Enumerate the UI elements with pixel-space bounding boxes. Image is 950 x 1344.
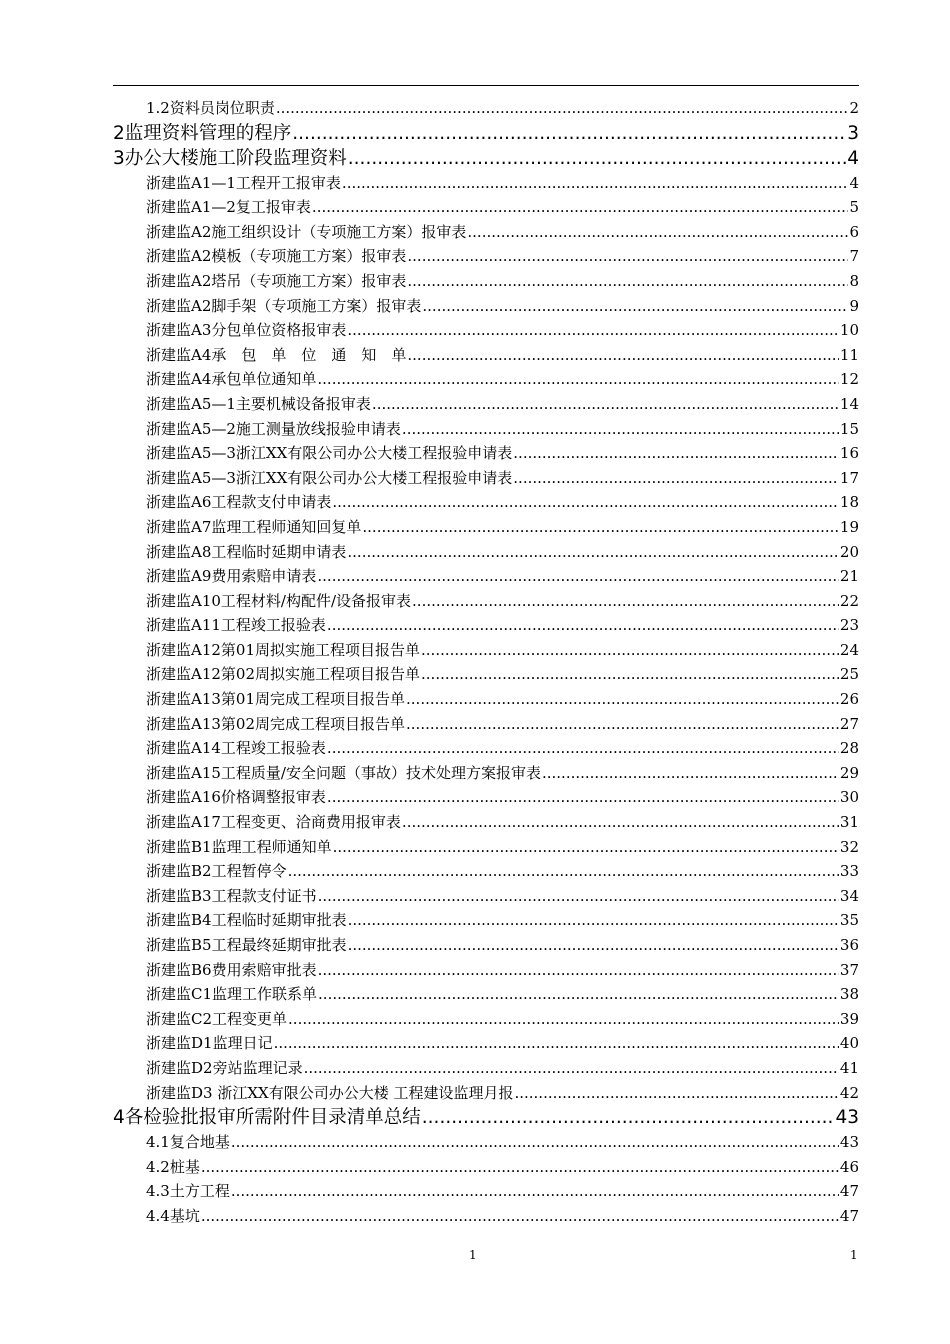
toc-dot-leader (317, 564, 839, 589)
toc-page-number: 9 (849, 296, 859, 315)
toc-page-number: 42 (839, 1083, 859, 1102)
footer-page-number-right: 1 (850, 1248, 858, 1262)
toc-page-number: 46 (839, 1157, 859, 1176)
toc-dot-leader (348, 146, 846, 171)
toc-page-number: 38 (839, 985, 859, 1004)
toc-entry-title: 浙建监A5—3浙江XX有限公司办公大楼工程报验申请表 (146, 468, 513, 487)
toc-page-number: 34 (839, 886, 859, 905)
toc-page-number: 47 (839, 1182, 859, 1201)
toc-page-number: 2 (849, 99, 859, 117)
toc-page-number: 15 (839, 419, 859, 438)
toc-chapter-entry[interactable] (113, 121, 859, 146)
toc-entry-title: 4.2桩基 (146, 1157, 200, 1176)
toc-chapter-number: 3 (113, 147, 125, 169)
toc-page-number: 5 (849, 198, 859, 217)
toc-dot-leader (542, 761, 839, 786)
toc-dot-leader (347, 318, 839, 343)
toc-entry-title: 浙建监A2脚手架（专项施工方案）报审表 (146, 296, 422, 315)
toc-entry[interactable] (113, 294, 859, 319)
toc-entry[interactable] (113, 638, 859, 663)
toc-page-number: 30 (839, 788, 859, 807)
toc-entry-title: 浙建监A6工程款支付申请表 (146, 493, 332, 512)
toc-entry-title: 浙建监A11工程竣工报验表 (146, 616, 326, 635)
toc-entry-title: 浙建监A17工程变更、洽商费用报审表 (146, 813, 401, 832)
toc-entry[interactable] (113, 589, 859, 614)
toc-page-number: 22 (839, 591, 859, 610)
toc-entry[interactable] (113, 908, 859, 933)
toc-page-number: 23 (839, 616, 859, 635)
toc-entry[interactable] (113, 662, 859, 687)
toc-dot-leader (276, 96, 849, 121)
toc-page-number: 4 (849, 173, 859, 192)
toc-dot-leader (348, 908, 839, 933)
toc-entry-title: 浙建监A3分包单位资格报审表 (146, 321, 347, 340)
table-of-contents (113, 96, 859, 1229)
toc-entry-title: 浙建监A15工程质量/安全问题（事故）技术处理方案报审表 (146, 763, 541, 782)
toc-page-number: 39 (839, 1009, 859, 1028)
toc-entry[interactable] (113, 540, 859, 565)
toc-dot-leader (402, 810, 839, 835)
toc-page-number: 25 (839, 665, 859, 684)
toc-entry[interactable] (113, 1007, 859, 1032)
toc-dot-leader (231, 1179, 839, 1204)
toc-page-number: 41 (839, 1058, 859, 1077)
toc-page-number: 29 (839, 763, 859, 782)
toc-entry-title: 浙建监A2模板（专项施工方案）报审表 (146, 247, 407, 266)
toc-entry[interactable] (113, 884, 859, 909)
toc-dot-leader (288, 1007, 839, 1032)
toc-entry[interactable] (113, 1031, 859, 1056)
toc-entry[interactable] (113, 785, 859, 810)
toc-entry-title: 浙建监A10工程材料/构配件/设备报审表 (146, 591, 412, 610)
toc-entry[interactable] (113, 933, 859, 958)
toc-dot-leader (318, 884, 839, 909)
toc-page-number: 24 (839, 640, 859, 659)
toc-entry[interactable] (113, 1130, 859, 1155)
toc-entry[interactable] (113, 96, 859, 121)
toc-dot-leader (406, 687, 839, 712)
toc-entry[interactable] (113, 195, 859, 220)
toc-entry-title: 浙建监D3 浙江XX有限公司办公大楼 工程建设监理月报 (146, 1083, 514, 1102)
toc-entry-title: 浙建监A4承 包 单 位 通 知 单 (146, 345, 407, 364)
toc-entry[interactable] (113, 269, 859, 294)
toc-page-number: 8 (849, 271, 859, 290)
footer-page-number-center: 1 (469, 1248, 477, 1262)
toc-page-number: 7 (849, 247, 859, 266)
toc-dot-leader (201, 1204, 839, 1229)
toc-dot-leader (407, 244, 848, 269)
toc-entry-title: 浙建监A4承包单位通知单 (146, 370, 317, 389)
toc-entry-title: 浙建监B2工程暂停令 (146, 862, 287, 881)
toc-entry[interactable] (113, 343, 859, 368)
toc-entry[interactable] (113, 835, 859, 860)
toc-page-number: 10 (839, 321, 859, 340)
toc-dot-leader (318, 958, 839, 983)
toc-entry[interactable] (113, 1155, 859, 1180)
toc-page-number: 19 (839, 517, 859, 536)
toc-dot-leader (327, 736, 839, 761)
toc-entry-title: 4.3土方工程 (146, 1182, 230, 1201)
toc-dot-leader (288, 859, 839, 884)
toc-dot-leader (372, 392, 839, 417)
toc-page-number: 47 (839, 1206, 859, 1225)
toc-entry[interactable] (113, 1081, 859, 1106)
toc-entry-title: 浙建监A16价格调整报审表 (146, 788, 326, 807)
toc-dot-leader (422, 294, 848, 319)
toc-dot-leader (292, 121, 846, 146)
toc-entry-title: 浙建监B1监理工程师通知单 (146, 837, 332, 856)
toc-page-number: 12 (839, 370, 859, 389)
toc-entry-title: 浙建监A1—1工程开工报审表 (146, 173, 341, 192)
toc-entry-title: 浙建监A12第02周拟实施工程项目报告单 (146, 665, 421, 684)
toc-entry[interactable] (113, 712, 859, 737)
toc-page-number: 11 (839, 345, 859, 364)
toc-entry[interactable] (113, 490, 859, 515)
toc-dot-leader (327, 613, 839, 638)
toc-entry-title: 各检验批报审所需附件目录清单总结 (124, 1107, 421, 1129)
toc-entry-title: 浙建监A8工程临时延期申请表 (146, 542, 347, 561)
toc-entry-title: 浙建监C1监理工作联系单 (146, 985, 318, 1004)
toc-entry-title: 监理资料管理的程序 (124, 122, 292, 144)
toc-entry-title: 浙建监A14工程竣工报验表 (146, 739, 326, 758)
toc-entry[interactable] (113, 244, 859, 269)
toc-entry-title: 4.4基坑 (146, 1206, 200, 1225)
toc-entry[interactable] (113, 367, 859, 392)
toc-entry[interactable] (113, 466, 859, 491)
toc-entry-title: 浙建监A13第02周完成工程项目报告单 (146, 714, 406, 733)
toc-page-number: 43 (839, 1133, 859, 1152)
toc-dot-leader (412, 589, 839, 614)
toc-entry-title: 浙建监A5—3浙江XX有限公司办公大楼工程报验申请表 (146, 444, 513, 463)
toc-dot-leader (513, 466, 839, 491)
toc-entry[interactable] (113, 1204, 859, 1229)
toc-entry-title: 浙建监D2旁站监理记录 (146, 1058, 303, 1077)
toc-page-number: 17 (839, 468, 859, 487)
toc-entry-title: 浙建监B5工程最终延期审批表 (146, 936, 347, 954)
toc-dot-leader (513, 441, 839, 466)
toc-page-number: 28 (839, 739, 859, 758)
toc-dot-leader (402, 417, 839, 442)
toc-dot-leader (317, 367, 839, 392)
toc-page-number: 40 (839, 1034, 859, 1053)
toc-page-number: 20 (839, 542, 859, 561)
header-rule (113, 85, 859, 86)
toc-entry[interactable] (113, 392, 859, 417)
toc-entry[interactable] (113, 810, 859, 835)
toc-entry-title: 浙建监A12第01周拟实施工程项目报告单 (146, 640, 421, 659)
toc-entry[interactable] (113, 761, 859, 786)
toc-page-number: 32 (839, 837, 859, 856)
toc-dot-leader (318, 982, 839, 1007)
toc-page-number: 36 (839, 936, 859, 954)
toc-chapter-entry[interactable] (113, 1105, 859, 1130)
toc-entry-title: 浙建监B3工程款支付证书 (146, 886, 317, 905)
toc-entry[interactable] (113, 982, 859, 1007)
toc-entry-title: 浙建监B4工程临时延期审批表 (146, 911, 347, 930)
toc-page-number: 31 (839, 813, 859, 832)
toc-entry[interactable] (113, 564, 859, 589)
toc-page-number: 26 (839, 690, 859, 709)
toc-entry[interactable] (113, 515, 859, 540)
toc-dot-leader (422, 1105, 835, 1130)
toc-page-number: 21 (839, 567, 859, 586)
toc-entry[interactable] (113, 1179, 859, 1204)
toc-entry-title: 浙建监C2工程变更单 (146, 1009, 288, 1028)
toc-page-number: 3 (847, 122, 859, 144)
toc-page-number: 43 (835, 1107, 859, 1129)
toc-dot-leader (201, 1155, 839, 1180)
toc-entry[interactable] (113, 859, 859, 884)
toc-entry-title: 4.1复合地基 (146, 1133, 230, 1152)
toc-entry-title: 浙建监A2施工组织设计（专项施工方案）报审表 (146, 222, 467, 241)
toc-dot-leader (362, 515, 839, 540)
toc-entry[interactable] (113, 736, 859, 761)
toc-entry-title: 1.2资料员岗位职责 (146, 99, 275, 117)
toc-entry[interactable] (113, 687, 859, 712)
toc-dot-leader (312, 195, 849, 220)
toc-entry-title: 浙建监A7监理工程师通知回复单 (146, 517, 362, 536)
toc-dot-leader (342, 171, 849, 196)
toc-chapter-number: 4 (113, 1107, 125, 1129)
toc-entry[interactable] (113, 171, 859, 196)
toc-entry-title: 浙建监D1监理日记 (146, 1034, 273, 1053)
toc-dot-leader (407, 269, 848, 294)
toc-page-number: 35 (839, 911, 859, 930)
toc-dot-leader (406, 712, 839, 737)
toc-dot-leader (421, 662, 839, 687)
toc-entry-title: 浙建监A5—1主要机械设备报审表 (146, 394, 371, 413)
toc-page-number: 37 (839, 960, 859, 979)
toc-dot-leader (514, 1081, 838, 1106)
toc-entry[interactable] (113, 441, 859, 466)
toc-entry[interactable] (113, 958, 859, 983)
toc-chapter-entry[interactable] (113, 146, 859, 171)
toc-entry-title: 浙建监A5—2施工测量放线报验申请表 (146, 419, 401, 438)
toc-dot-leader (407, 343, 839, 368)
toc-entry-title: 办公大楼施工阶段监理资料 (124, 147, 347, 169)
toc-dot-leader (348, 933, 839, 958)
toc-dot-leader (467, 220, 848, 245)
toc-entry[interactable] (113, 220, 859, 245)
toc-dot-leader (333, 835, 839, 860)
toc-page-number: 6 (849, 222, 859, 241)
toc-entry[interactable] (113, 318, 859, 343)
toc-entry-title: 浙建监A2塔吊（专项施工方案）报审表 (146, 271, 407, 290)
toc-entry[interactable] (113, 613, 859, 638)
toc-dot-leader (274, 1031, 839, 1056)
toc-chapter-number: 2 (113, 122, 125, 144)
toc-page-number: 33 (839, 862, 859, 881)
toc-entry[interactable] (113, 417, 859, 442)
toc-page-number: 18 (839, 493, 859, 512)
toc-dot-leader (347, 540, 839, 565)
toc-page-number: 4 (847, 147, 859, 169)
toc-entry[interactable] (113, 1056, 859, 1081)
toc-dot-leader (327, 785, 839, 810)
toc-dot-leader (332, 490, 839, 515)
toc-page-number: 27 (839, 714, 859, 733)
toc-page-number: 14 (839, 394, 859, 413)
toc-dot-leader (421, 638, 839, 663)
toc-entry-title: 浙建监B6费用索赔审批表 (146, 960, 317, 979)
toc-entry-title: 浙建监A1—2复工报审表 (146, 198, 311, 217)
toc-dot-leader (304, 1056, 839, 1081)
toc-page-number: 16 (839, 444, 859, 463)
toc-entry-title: 浙建监A9费用索赔申请表 (146, 567, 317, 586)
toc-dot-leader (231, 1130, 839, 1155)
toc-entry-title: 浙建监A13第01周完成工程项目报告单 (146, 690, 406, 709)
